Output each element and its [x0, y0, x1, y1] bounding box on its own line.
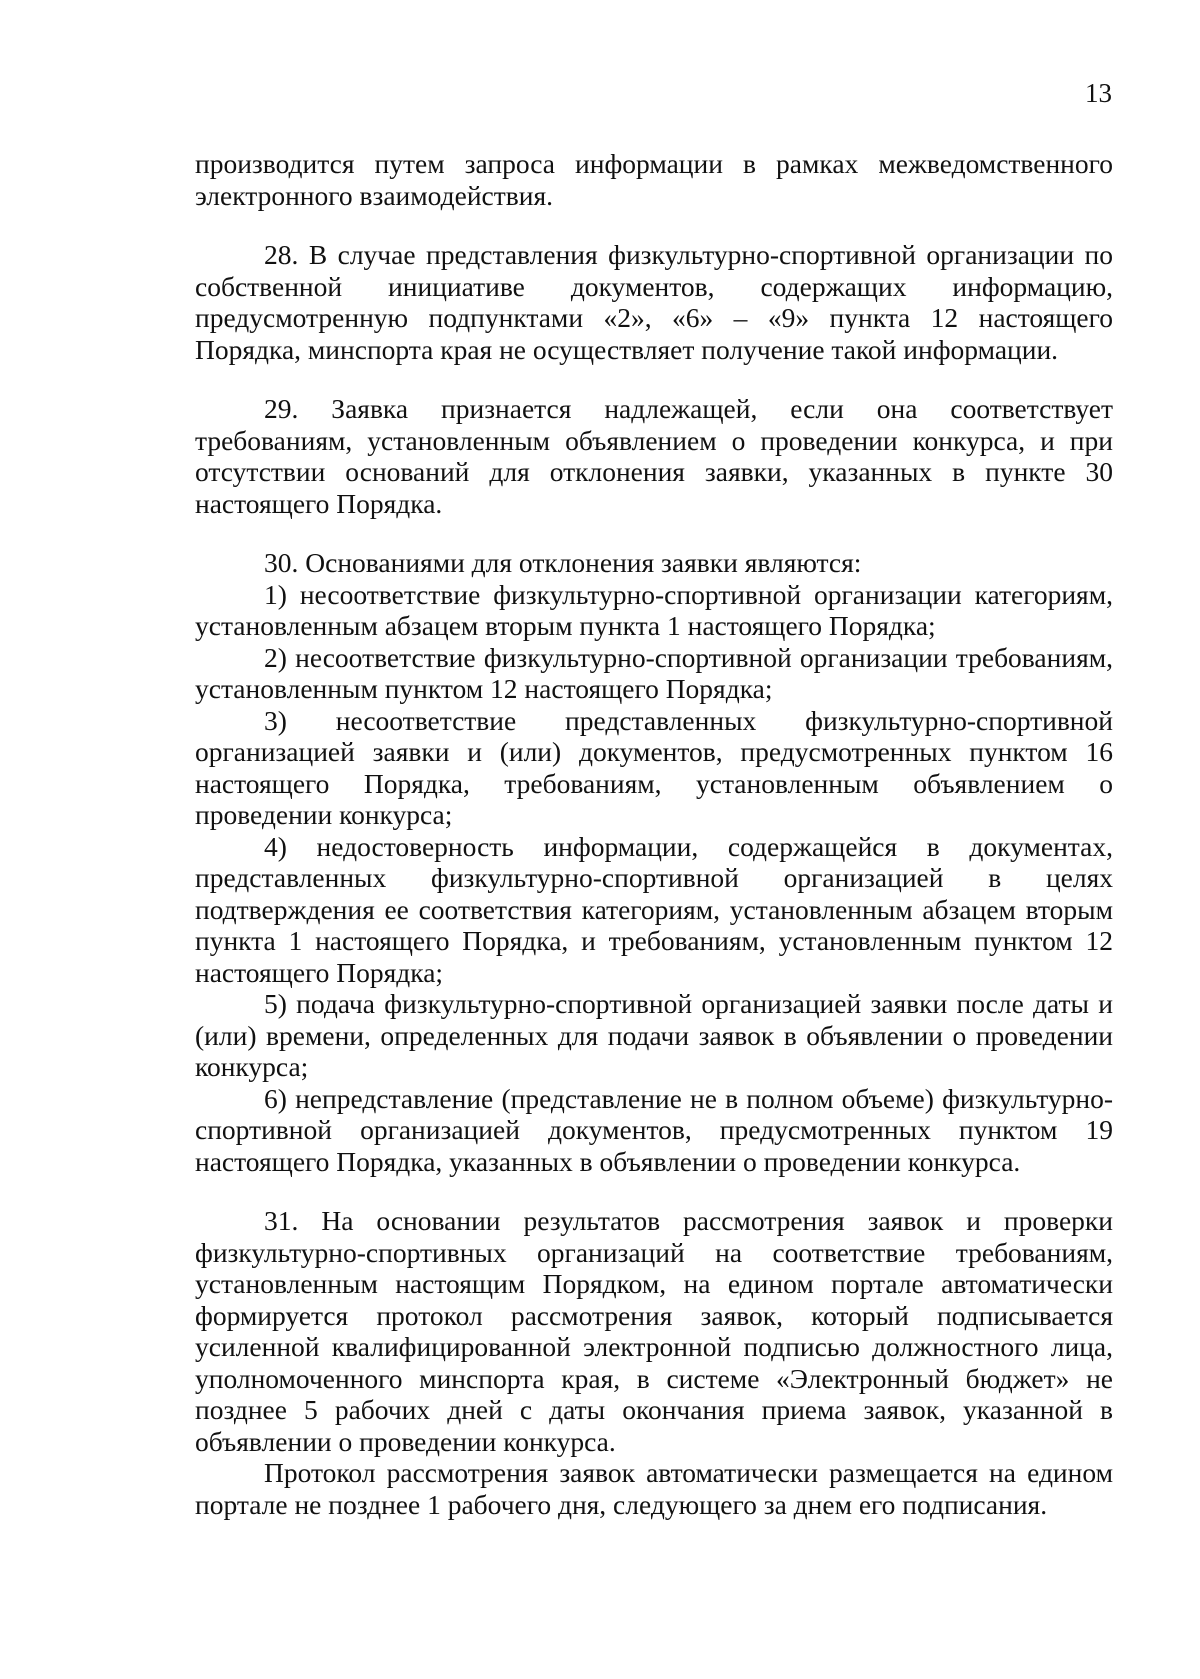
paragraph-item-30-heading: 30. Основаниями для отклонения заявки являются:: [264, 547, 862, 578]
paragraph-gap: [195, 519, 1113, 547]
paragraph-item-29: 29. Заявка признается надлежащей, если она соответствует требованиям, установленным объявлением о проведении конкурса, и при отсутствии оснований для отклонения заявки, указанных в пункте 30 настоящего Порядка.: [195, 393, 1113, 519]
paragraph-item-30-sub-4: 4) недостоверность информации, содержащейся в документах, представленных физкультурно-спортивной организацией в целях подтверждения ее соответствия категориям, установленным абзацем вторым пункта 1 настоящего Порядка, и требованиям, установленным пунктом 12 настоящего Порядка;: [195, 830, 1113, 988]
paragraph-item-31: 31. На основании результатов рассмотрения заявок и проверки физкультурно-спортивных организаций на соответствие требованиям, установленным настоящим Порядком, на едином портале автоматически формируется протокол рассмотрения заявок, который подписывается усиленной квалифицированной электронной подписью должностного лица, уполномоченного минспорта края, в системе «Электронный бюджет» не позднее 5 рабочих дней с даты окончания приема заявок, указанной в объявлении о проведении конкурса.: [195, 1205, 1113, 1457]
paragraph-gap: [195, 365, 1113, 393]
paragraph-item-30-sub-6: 6) непредставление (представление не в полном объеме) физкультурно-спортивной организацией документов, предусмотренных пунктом 19 настоящего Порядка, указанных в объявлении о проведении конкурса.: [195, 1082, 1113, 1177]
paragraph-item-28: 28. В случае представления физкультурно-спортивной организации по собственной инициативе документов, содержащих информацию, предусмотренную подпунктами «2», «6» – «9» пункта 12 настоящего Порядка, минспорта края не осуществляет получение такой информации.: [195, 239, 1113, 365]
paragraph-continuation: производится путем запроса информации в рамках межведомственного электронного взаимодействия.: [195, 148, 1113, 211]
page-number: 13: [1085, 78, 1112, 108]
paragraph-item-30-sub-2: 2) несоответствие физкультурно-спортивной организации требованиям, установленным пунктом 12 настоящего Порядка;: [195, 641, 1113, 704]
paragraph-protocol-publication: Протокол рассмотрения заявок автоматически размещается на едином портале не позднее 1 рабочего дня, следующего за днем его подписания.: [195, 1457, 1113, 1520]
paragraph-item-30-sub-3: 3) несоответствие представленных физкультурно-спортивной организацией заявки и (или) документов, предусмотренных пунктом 16 настоящего Порядка, требованиям, установленным объявлением о проведении конкурса;: [195, 704, 1113, 830]
paragraph-gap: [195, 211, 1113, 239]
paragraph-item-30-sub-1: 1) несоответствие физкультурно-спортивной организации категориям, установленным абзацем вторым пункта 1 настоящего Порядка;: [195, 578, 1113, 641]
paragraph-gap: [195, 1177, 1113, 1205]
document-body: [195, 148, 1113, 1520]
paragraph-item-30-sub-5: 5) подача физкультурно-спортивной организацией заявки после даты и (или) времени, определенных для подачи заявок в объявлении о проведении конкурса;: [195, 988, 1113, 1082]
